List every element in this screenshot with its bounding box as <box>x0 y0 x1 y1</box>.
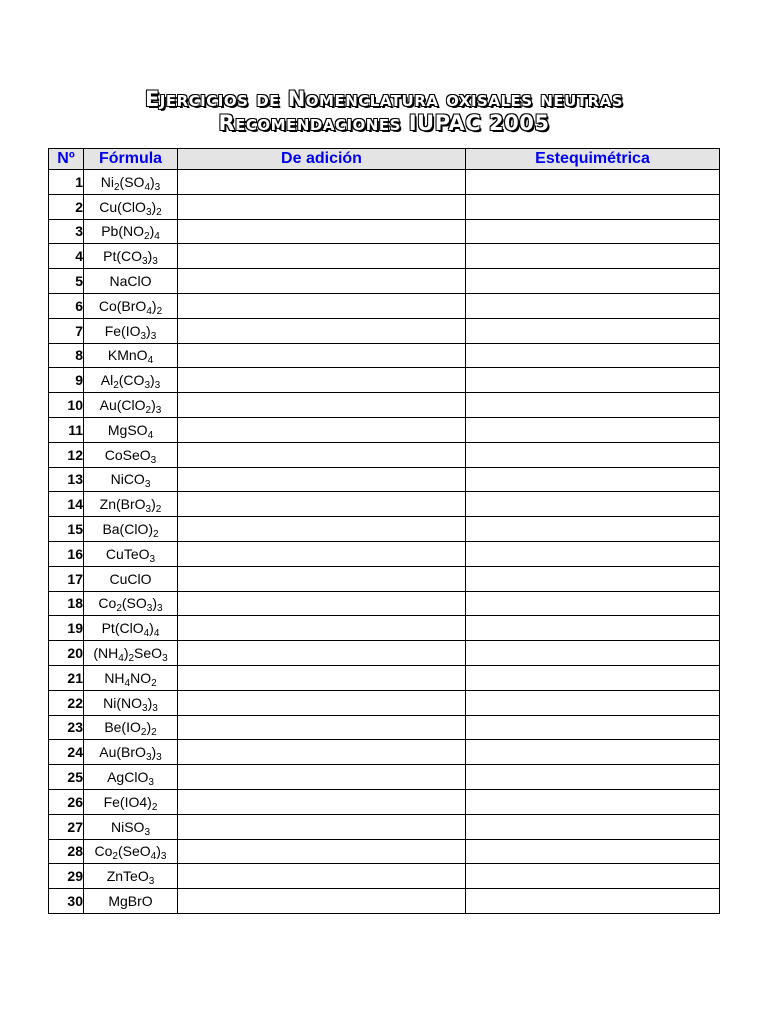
stoichiometric-answer-cell[interactable] <box>466 467 720 492</box>
row-number: 26 <box>49 789 84 814</box>
formula-cell: $Ba(ClO)_2$ <box>84 517 178 542</box>
table-row <box>49 442 720 467</box>
table-row <box>49 715 720 740</box>
header-stoichiometric-name: Estequimétrica <box>466 149 720 170</box>
table-row <box>49 343 720 368</box>
row-number: 7 <box>49 318 84 343</box>
addition-answer-cell[interactable] <box>178 269 466 294</box>
table-row <box>49 566 720 591</box>
table-row <box>49 368 720 393</box>
addition-answer-cell[interactable] <box>178 641 466 666</box>
page-title <box>0 88 768 136</box>
addition-answer-cell[interactable] <box>178 889 466 914</box>
addition-answer-cell[interactable] <box>178 194 466 219</box>
row-number: 17 <box>49 566 84 591</box>
stoichiometric-answer-cell[interactable] <box>466 194 720 219</box>
addition-answer-cell[interactable] <box>178 715 466 740</box>
formula-cell: MgSO$_4$ <box>84 417 178 442</box>
table-row <box>49 517 720 542</box>
formula-cell: MgBrO <box>84 889 178 914</box>
stoichiometric-answer-cell[interactable] <box>466 318 720 343</box>
row-number: 25 <box>49 765 84 790</box>
stoichiometric-answer-cell[interactable] <box>466 219 720 244</box>
formula-cell: $Zn(BrO_3)_2$ <box>84 492 178 517</box>
row-number: 24 <box>49 740 84 765</box>
stoichiometric-answer-cell[interactable] <box>466 814 720 839</box>
row-number: 8 <box>49 343 84 368</box>
title-line-2: Recomendaciones IUPAC 2005 <box>218 111 550 135</box>
formula-cell: $Ni_2(SO_4)_3$ <box>84 170 178 195</box>
formula-cell: CuTeO$_3$ <box>84 541 178 566</box>
table-row <box>49 690 720 715</box>
header-addition-name: De adición <box>178 149 466 170</box>
table-row <box>49 269 720 294</box>
row-number: 6 <box>49 293 84 318</box>
row-number: 29 <box>49 864 84 889</box>
table-row <box>49 417 720 442</box>
formula-cell: $Au(ClO_2)_3$ <box>84 393 178 418</box>
row-number: 13 <box>49 467 84 492</box>
formula-cell: $Fe(IO4)_2$ <box>84 789 178 814</box>
stoichiometric-answer-cell[interactable] <box>466 566 720 591</box>
formula-cell: NiSO$_3$ <box>84 814 178 839</box>
stoichiometric-answer-cell[interactable] <box>466 889 720 914</box>
table-row <box>49 170 720 195</box>
stoichiometric-answer-cell[interactable] <box>466 715 720 740</box>
row-number: 23 <box>49 715 84 740</box>
addition-answer-cell[interactable] <box>178 690 466 715</box>
stoichiometric-answer-cell[interactable] <box>466 839 720 864</box>
formula-cell: $(NH_4)_2SeO_3$ <box>84 641 178 666</box>
table-row <box>49 492 720 517</box>
row-number: 2 <box>49 194 84 219</box>
table-row <box>49 393 720 418</box>
table-row <box>49 641 720 666</box>
exercises-table <box>48 148 720 914</box>
row-number: 28 <box>49 839 84 864</box>
stoichiometric-answer-cell[interactable] <box>466 368 720 393</box>
table-body <box>49 170 720 914</box>
stoichiometric-answer-cell[interactable] <box>466 864 720 889</box>
table-row <box>49 765 720 790</box>
formula-cell: $Be(IO_2)_2$ <box>84 715 178 740</box>
stoichiometric-answer-cell[interactable] <box>466 170 720 195</box>
table-row <box>49 740 720 765</box>
stoichiometric-answer-cell[interactable] <box>466 641 720 666</box>
addition-answer-cell[interactable] <box>178 789 466 814</box>
table-row <box>49 541 720 566</box>
table-row <box>49 616 720 641</box>
row-number: 15 <box>49 517 84 542</box>
table-row <box>49 293 720 318</box>
row-number: 22 <box>49 690 84 715</box>
formula-cell: CoSeO$_3$ <box>84 442 178 467</box>
stoichiometric-answer-cell[interactable] <box>466 517 720 542</box>
addition-answer-cell[interactable] <box>178 393 466 418</box>
row-number: 12 <box>49 442 84 467</box>
stoichiometric-answer-cell[interactable] <box>466 591 720 616</box>
addition-answer-cell[interactable] <box>178 616 466 641</box>
table-row <box>49 839 720 864</box>
formula-cell: $Pb(NO_2)_4$ <box>84 219 178 244</box>
formula-cell: $Al_2(CO_3)_3$ <box>84 368 178 393</box>
table-row <box>49 194 720 219</box>
addition-answer-cell[interactable] <box>178 591 466 616</box>
addition-answer-cell[interactable] <box>178 368 466 393</box>
addition-answer-cell[interactable] <box>178 839 466 864</box>
table-row <box>49 318 720 343</box>
row-number: 30 <box>49 889 84 914</box>
table-row <box>49 814 720 839</box>
formula-cell: $NH_4NO_2$ <box>84 665 178 690</box>
formula-cell: ZnTeO$_3$ <box>84 864 178 889</box>
title-line-1: Ejercicios de Nomenclatura oxisales neutras <box>144 87 624 111</box>
table-row <box>49 889 720 914</box>
formula-cell: $Pt(CO_3)_3$ <box>84 244 178 269</box>
row-number: 16 <box>49 541 84 566</box>
addition-answer-cell[interactable] <box>178 765 466 790</box>
stoichiometric-answer-cell[interactable] <box>466 789 720 814</box>
formula-cell: $Ni(NO_3)_3$ <box>84 690 178 715</box>
addition-answer-cell[interactable] <box>178 492 466 517</box>
addition-answer-cell[interactable] <box>178 343 466 368</box>
formula-cell: NiCO$_3$ <box>84 467 178 492</box>
table-row <box>49 591 720 616</box>
row-number: 20 <box>49 641 84 666</box>
addition-answer-cell[interactable] <box>178 467 466 492</box>
addition-answer-cell[interactable] <box>178 442 466 467</box>
row-number: 5 <box>49 269 84 294</box>
stoichiometric-answer-cell[interactable] <box>466 765 720 790</box>
stoichiometric-answer-cell[interactable] <box>466 541 720 566</box>
table-row <box>49 219 720 244</box>
table-row <box>49 244 720 269</box>
formula-cell: CuClO <box>84 566 178 591</box>
row-number: 19 <box>49 616 84 641</box>
row-number: 27 <box>49 814 84 839</box>
stoichiometric-answer-cell[interactable] <box>466 393 720 418</box>
addition-answer-cell[interactable] <box>178 814 466 839</box>
stoichiometric-answer-cell[interactable] <box>466 616 720 641</box>
stoichiometric-answer-cell[interactable] <box>466 690 720 715</box>
addition-answer-cell[interactable] <box>178 665 466 690</box>
row-number: 14 <box>49 492 84 517</box>
addition-answer-cell[interactable] <box>178 541 466 566</box>
table-row <box>49 467 720 492</box>
formula-cell: $Fe(IO_3)_3$ <box>84 318 178 343</box>
formula-cell: $Au(BrO_3)_3$ <box>84 740 178 765</box>
row-number: 11 <box>49 417 84 442</box>
addition-answer-cell[interactable] <box>178 566 466 591</box>
formula-cell: $Pt(ClO_4)_4$ <box>84 616 178 641</box>
table-row <box>49 665 720 690</box>
row-number: 3 <box>49 219 84 244</box>
stoichiometric-answer-cell[interactable] <box>466 442 720 467</box>
row-number: 9 <box>49 368 84 393</box>
table-header-row <box>49 149 720 170</box>
stoichiometric-answer-cell[interactable] <box>466 665 720 690</box>
header-formula: Fórmula <box>84 149 178 170</box>
addition-answer-cell[interactable] <box>178 244 466 269</box>
table-row <box>49 789 720 814</box>
formula-cell: $Co_2(SO_3)_3$ <box>84 591 178 616</box>
formula-cell: $Co_2(SeO_4)_3$ <box>84 839 178 864</box>
row-number: 10 <box>49 393 84 418</box>
addition-answer-cell[interactable] <box>178 864 466 889</box>
row-number: 1 <box>49 170 84 195</box>
stoichiometric-answer-cell[interactable] <box>466 343 720 368</box>
addition-answer-cell[interactable] <box>178 417 466 442</box>
addition-answer-cell[interactable] <box>178 170 466 195</box>
stoichiometric-answer-cell[interactable] <box>466 244 720 269</box>
row-number: 18 <box>49 591 84 616</box>
formula-cell: KMnO$_4$ <box>84 343 178 368</box>
addition-answer-cell[interactable] <box>178 293 466 318</box>
header-number: Nº <box>49 149 84 170</box>
row-number: 4 <box>49 244 84 269</box>
formula-cell: NaClO <box>84 269 178 294</box>
formula-cell: $Co(BrO_4)_2$ <box>84 293 178 318</box>
addition-answer-cell[interactable] <box>178 219 466 244</box>
stoichiometric-answer-cell[interactable] <box>466 740 720 765</box>
formula-cell: $Cu(ClO_3)_2$ <box>84 194 178 219</box>
addition-answer-cell[interactable] <box>178 517 466 542</box>
addition-answer-cell[interactable] <box>178 318 466 343</box>
row-number: 21 <box>49 665 84 690</box>
stoichiometric-answer-cell[interactable] <box>466 417 720 442</box>
stoichiometric-answer-cell[interactable] <box>466 269 720 294</box>
formula-cell: AgClO$_3$ <box>84 765 178 790</box>
stoichiometric-answer-cell[interactable] <box>466 293 720 318</box>
table-row <box>49 864 720 889</box>
stoichiometric-answer-cell[interactable] <box>466 492 720 517</box>
addition-answer-cell[interactable] <box>178 740 466 765</box>
